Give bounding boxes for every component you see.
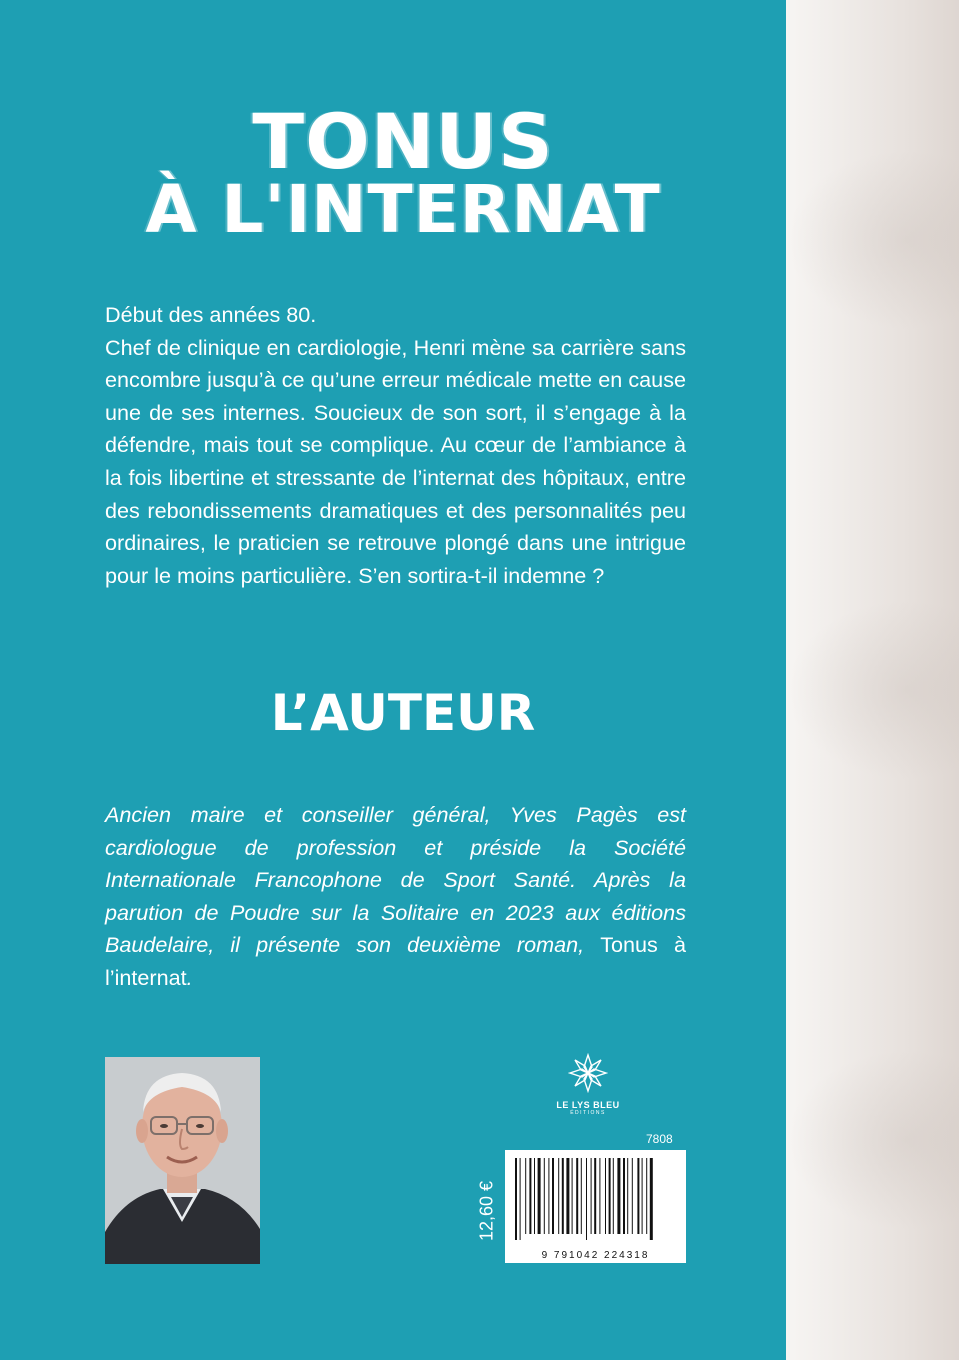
author-heading: L’AUTEUR <box>270 684 536 742</box>
synopsis-body: Chef de clinique en cardiologie, Henri mène sa carrière sans encombre jusqu’à ce qu’une erreur médicale mette en cause une de ses internes. Soucieux de son sort, il s’engage à la défendre, mais tout se complique. Au cœur de l’ambiance à la fois libertine et stressante de l’internat des hôpitaux, entre des rebondissements dramatiques et des personnalités peu ordinaires, le praticien se retrouve plongé dans une intrigue pour le moins particulière. S’en sortira-t-il indemne ? <box>105 334 686 588</box>
price <box>467 1176 507 1246</box>
barcode-bars-icon <box>505 1150 686 1245</box>
adjacent-page <box>786 0 959 1360</box>
author-portrait-icon <box>105 1057 260 1264</box>
synopsis <box>105 299 686 592</box>
publisher-sub: ÉDITIONS <box>570 1110 606 1116</box>
synopsis-intro: Début des années 80. <box>105 302 317 327</box>
author-bio-text: Ancien maire et conseiller général, Yves Pagès est cardiologue de profession et préside la Société Internationale Francophone de Sport Santé. Après la parution de Poudre sur la Solitaire en 2023 aux éditions Baudelaire, il présente son deuxième roman, <box>105 802 686 958</box>
page-texture <box>786 600 959 780</box>
author-bio <box>105 799 686 995</box>
publisher-logo <box>552 1053 624 1116</box>
book-title-line-2: À L'INTERNAT <box>145 171 661 248</box>
page-texture <box>786 1050 959 1230</box>
page-texture <box>786 150 959 330</box>
lily-flower-icon <box>568 1053 608 1093</box>
product-code: 7808 <box>646 1132 673 1146</box>
price-text: 12,60 € <box>476 1180 497 1242</box>
barcode-digits: 9 791042 224318 <box>541 1250 650 1261</box>
author-photo <box>105 1057 260 1264</box>
barcode <box>505 1150 686 1263</box>
book-title-line-1: TONUS <box>252 97 554 186</box>
author-bio-book-title: Tonus à l’internat <box>105 932 686 990</box>
publisher-name: LE LYS BLEU <box>556 1100 620 1110</box>
author-bio-end: . <box>186 964 193 990</box>
